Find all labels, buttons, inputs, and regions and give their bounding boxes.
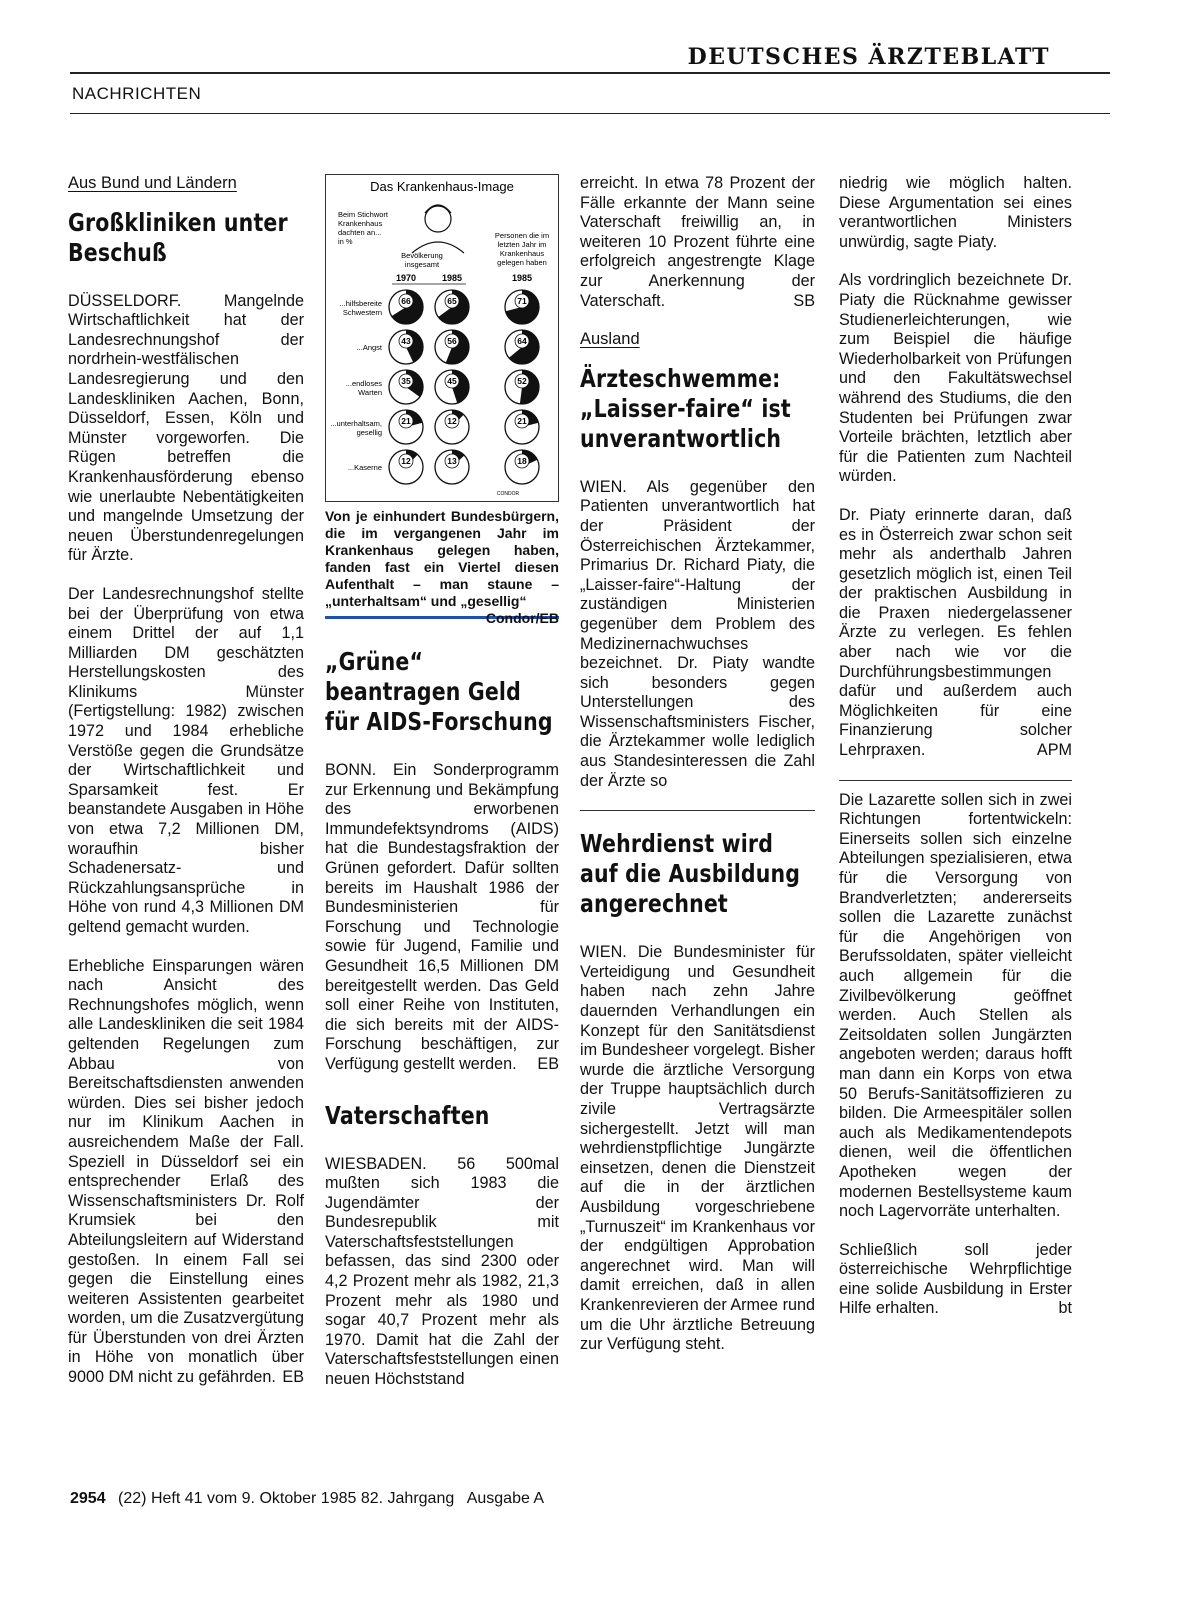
article-paragraph: niedrig wie möglich halten. Diese Argumentation sei eines verantwortlichen Ministers unwürdig, sagte Piaty.: [839, 174, 1072, 251]
chart-credit: CONDOR: [496, 491, 520, 497]
legend-right-line: gelegen haben: [497, 258, 547, 267]
masthead-rule: [70, 72, 1110, 74]
chart-intro-line: in %: [338, 237, 353, 246]
kicker-bund-laender: Aus Bund und Ländern: [68, 174, 237, 192]
headline-aerzteschwemme: Ärzteschwemme: „Laisser-faire“ ist unverantwortlich: [580, 363, 791, 453]
pie-value-label: 65: [447, 296, 457, 306]
pie-value-label: 52: [517, 376, 527, 386]
column-4: [839, 174, 1072, 1338]
column-divider: [580, 810, 815, 811]
legend-left-line: Bevölkerung: [401, 251, 443, 260]
chart-box: [325, 174, 559, 502]
masthead: DEUTSCHES ÄRZTEBLATT: [687, 44, 1050, 70]
pie-value-label: 21: [401, 416, 411, 426]
author-signature: APM: [1036, 741, 1072, 760]
pie-value-label: 66: [401, 296, 411, 306]
article-paragraph: WIESBADEN. 56 500mal mußten sich 1983 die Jugendämter der Bundesrepublik mit Vaterschaftsfeststellungen befassen, das sind 2300 oder 4,2 Prozent mehr als 1982, 21,3 Prozent mehr als 1980 und sogar 40,7 Prozent mehr als 1970. Damit hat die Zahl der Vaterschaftsfeststellungen einen neuen Höchststand: [325, 1154, 559, 1389]
row-label: ...endloses: [345, 379, 382, 388]
pie-value-label: 12: [447, 416, 457, 426]
article-paragraph: erreicht. In etwa 78 Prozent der Fälle erkannte der Mann seine Vaterschaft freiwillig an, in weiteren 10 Prozent führte eine erfolgreich angestrengte Klage zur Anerkennung der Vaterschaft. SB: [580, 174, 815, 310]
pie-value-label: 43: [401, 336, 411, 346]
legend-right-line: letzten Jahr im: [497, 240, 547, 249]
row-label: Schwestern: [342, 308, 382, 317]
headline-wehrdienst: Wehrdienst wird auf die Ausbildung angerechnet: [580, 829, 801, 919]
chart-intro-line: Beim Stichwort: [338, 210, 389, 219]
headline-vaterschaften: Vaterschaften: [325, 1100, 490, 1130]
legend-left-line: insgesamt: [404, 260, 440, 269]
issue-info: (22) Heft 41 vom 9. Oktober 1985 82. Jahrgang: [118, 1490, 455, 1507]
pie-value-label: 45: [447, 376, 457, 386]
pie-value-label: 18: [517, 456, 527, 466]
section-label: NACHRICHTEN: [72, 84, 202, 103]
page-footer: [70, 1490, 544, 1508]
krankenhaus-image-chart: [326, 175, 558, 499]
headline-gruene-aids: „Grüne“ beantragen Geld für AIDS-Forschung: [325, 647, 553, 736]
article-paragraph: DÜSSELDORF. Mangelnde Wirtschaftlichkeit hat der Landesrechnungshof der nordrhein-westfälischen Landesregierung und den Landeskliniken Aachen, Bonn, Düsseldorf, Essen, Köln und Münster vorgeworfen. Die Rügen betreffen die Krankenhausförderung ebenso wie unerlaubte Nebentätigkeiten und mangelnde Umsetzung der neuen Überstundenregelungen für Ärzte.: [68, 291, 304, 565]
column-1: [68, 174, 304, 1407]
column-year-label: 1970: [395, 273, 417, 283]
chart-intro-line: dachten an...: [338, 228, 382, 237]
legend-right-line: Krankenhaus: [499, 249, 545, 258]
pie-value-label: 13: [447, 456, 457, 466]
pie-value-label: 71: [517, 296, 527, 306]
pie-value-label: 56: [447, 336, 457, 346]
pie-value-label: 35: [401, 376, 411, 386]
row-label: ...unterhaltsam,: [330, 419, 382, 428]
section-rule: [70, 113, 1110, 114]
article-paragraph: WIEN. Die Bundesminister für Verteidigung und Gesundheit haben nach zehn Jahre dauernden Verhandlungen ein Konzept für den Sanitätsdienst im Bundesheer vorgelegt. Bisher wurde die ärztliche Versorgung der Truppe hauptsächlich durch zivile Vertragsärzte sichergestellt. Jetzt will man wehrdienstpflichtige Jungärzte einsetzen, denen die Dienstzeit auf die in der ärztlichen Ausbildung vorgeschriebene „Turnuszeit“ im Krankenhaus vor der endgültigen Approbation angerechnet wird. Man will damit erreichen, daß in allen Krankenrevieren der Armee rund um die Uhr ärztliche Betreuung zur Verfügung steht.: [580, 943, 815, 1354]
author-signature: EB: [537, 1054, 559, 1073]
article-paragraph: Erhebliche Einsparungen wären nach Ansicht des Rechnungshofes möglich, wenn alle Landeskliniken die seit 1984 geltenden Regelungen zum Abbau von Bereitschaftsdiensten anwenden würden. Dies sei bisher jedoch nur im Klinikum Aachen in ausreichendem Maße der Fall. Speziell in Düsseldorf sei ein entsprechender Erlaß des Wissenschaftsministers Dr. Rolf Krumsiek bei den Abteilungsleitern auf Widerstand gestoßen. In einem Fall sei gegen die Einstellung eines weiteren Assistenten gearbeitet worden, um die Zusatzvergütung für Überstunden von drei Ärzten in Höhe von monatlich über 9000 DM nicht zu gefährden. EB: [68, 956, 304, 1387]
caption-credit: Condor/EB: [485, 610, 559, 626]
column-year-label: 1985: [441, 273, 463, 283]
article-paragraph: Als vordringlich bezeichnete Dr. Piaty die Rücknahme gewisser Studienerleichterungen, wie zum Beispiel die häufige Wiederholbarkeit von Prüfungen und den Fakultätswechsel während des Studiums, die den Studenten bei Prüfungen zwar Vorteile brächten, letztlich aber für die Patienten zum Nachteil würden.: [839, 271, 1072, 486]
column-3: [580, 174, 815, 1374]
author-signature: bt: [1058, 1299, 1072, 1318]
pie-value-label: 64: [517, 336, 527, 346]
column-divider: [839, 780, 1072, 781]
legend-right-line: Personen die im: [494, 231, 550, 240]
author-signature: SB: [793, 291, 815, 310]
author-signature: EB: [282, 1368, 304, 1387]
row-label: ...hilfsbereite: [339, 299, 382, 308]
page-number: 2954: [70, 1490, 106, 1507]
column-year-label: 1985: [511, 273, 533, 283]
chart-intro-line: Krankenhaus: [338, 219, 383, 228]
article-paragraph: BONN. Ein Sonderprogramm zur Erkennung und Bekämpfung des erworbenen Immundefektsyndroms (AIDS) hat die Bundestagsfraktion der Grünen gefordert. Dafür sollten bereits im Haushalt 1986 der Bundesministerien für Forschung und Technologie sowie für Jugend, Familie und Gesundheit 16,5 Millionen DM bereitgestellt werden. Das Geld soll einer Reihe von Instituten, die sich bereits mit der AIDS-Forschung beschäftigen, zur Verfügung gestellt werden. EB: [325, 761, 559, 1073]
chart-caption: Von je einhundert Bundesbürgern, die im vergangenen Jahr im Krankenhaus gelegen haben, fanden fast ein Viertel diesen Aufenthalt – man staune – „unterhaltsam“ und „gesellig“ Condor/EB: [325, 508, 559, 626]
chart-title: Das Krankenhaus-Image: [370, 179, 514, 194]
article-paragraph: Dr. Piaty erinnerte daran, daß es in Österreich zwar schon seit mehr als anderthalb Jahren gesetzlich möglich ist, einen Teil der praktischen Ausbildung in die Praxen niedergelassener Ärzte zu verlegen. Es fehlen aber nach wie vor die Durchführungsbestimmungen dafür und außerdem auch Möglichkeiten für eine Finanzierung solcher Lehrpraxen. APM: [839, 505, 1072, 760]
row-label: ...Angst: [356, 343, 382, 352]
headline-grosskliniken: Großkliniken unter Beschuß: [68, 207, 288, 267]
article-paragraph: Die Lazarette sollen sich in zwei Richtungen fortentwickeln: Einerseits sollen sich einzelne Abteilungen spezialisieren, etwa für die Versorgung von Brandverletzten; andererseits sollen die Lazarette zunächst für die Angehörigen von Berufssoldaten, später vielleicht auch allgemein für die Zivilbevölkerung geöffnet werden. Auch Stellen als Zeitsoldaten sollen Jungärzten angeboten werden; daraus hofft man dann ein Korps von etwa 50 Berufs-Sanitätsoffizieren zu bilden. Die Armeespitäler sollen auch als Medikamentendepots dienen, weil die öffentlichen Apotheken wegen der modernen Bestellsysteme kaum noch Lagervorräte unterhalten.: [839, 790, 1072, 1221]
article-paragraph: Schließlich soll jeder österreichische Wehrpflichtige eine solide Ausbildung in Erster Hilfe erhalten. bt: [839, 1240, 1072, 1318]
column-2: [325, 174, 559, 1409]
edition-label: Ausgabe A: [466, 1490, 545, 1507]
row-label: Warten: [358, 388, 382, 397]
article-paragraph: Der Landesrechnungshof stellte bei der Überprüfung von etwa einem Drittel der auf 1,1 Milliarden DM geschätzten Herstellungskosten des Klinikums Münster (Fertigstellung: 1982) zwischen 1972 und 1984 erhebliche Verstöße gegen die Grundsätze der Wirtschaftlichkeit und Sparsamkeit fest. Er beanstandete Ausgaben in Höhe von etwa 7,2 Millionen DM, woraufhin bisher Schadenersatz- und Rückzahlungsansprüche in Höhe von rund 4,3 Millionen DM geltend gemacht wurden.: [68, 584, 304, 936]
nurse-head-icon: [425, 206, 451, 232]
article-paragraph: WIEN. Als gegenüber den Patienten unverantwortlich hat der Präsident der Österreichischen Ärztekammer, Primarius Dr. Richard Piaty, die „Laisser-faire“-Haltung der zuständigen Ministerien gegenüber dem Problem des Medizinernachwuchses bezeichnet. Dr. Piaty wandte sich besonders gegen Unterstellungen des Wissenschaftsministers Fischer, die Ärztekammer wolle lediglich aus Standesinteressen die Zahl der Ärzte so: [580, 477, 815, 790]
row-label: ...Kaserne: [347, 463, 382, 472]
kicker-ausland: Ausland: [580, 330, 640, 349]
row-label: gesellig: [356, 428, 382, 437]
pie-value-label: 21: [517, 416, 527, 426]
pie-value-label: 12: [401, 456, 411, 466]
